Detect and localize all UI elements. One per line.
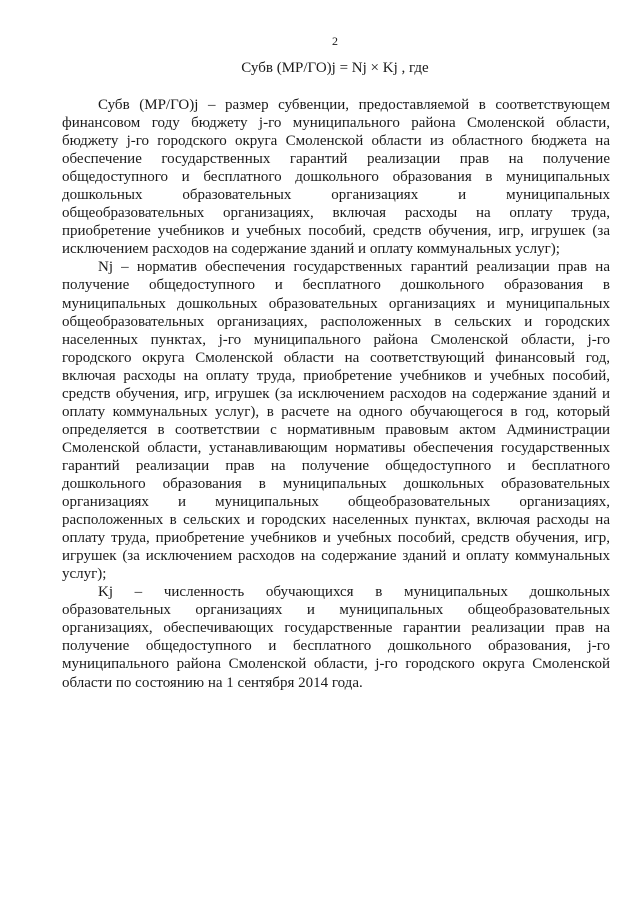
definition-subvention-paragraph: Субв (МР/ГО)j – размер субвенции, предоставляемой в соответствующем финансовом году бюджету j-го муниципального района Смоленской области, бюджету j-го городского округа Смоленской области из областного бюджета на обеспечение государственных гарантий реализации прав на получение общедоступного и бесплатного дошкольного образования в муниципальных дошкольных образовательных организациях и муниципальных общеобразовательных организациях, включая расходы на оплату труда, приобретение учебников и учебных пособий, средств обучения, игр, игрушек (за исключением расходов на содержание зданий и оплату коммунальных услуг); (62, 97, 610, 258)
definition-norm-paragraph: Nj – норматив обеспечения государственных гарантий реализации прав на получение общедоступного и бесплатного дошкольного образования в муниципальных дошкольных образовательных организациях и муниципальных общеобразовательных организациях, расположенных в сельских и городских населенных пунктах, j-го муниципального района Смоленской области, j-го городского округа Смоленской области на соответствующий финансовый год, включая расходы на оплату труда, приобретение учебников и учебных пособий, средств обучения, игр, игрушек (за исключением расходов на содержание зданий и оплату коммунальных услуг), в расчете на одного обучающегося в год, который определяется в соответствии с нормативным правовым актом Администрации Смоленской области, устанавливающим нормативы обеспечения государственных гарантий реализации прав на получение общедоступного и бесплатного дошкольного образования в муниципальных дошкольных образовательных организациях и муниципальных общеобразовательных организациях, расположенных в сельских и городских населенных пунктах, включая расходы на оплату труда, приобретение учебников и учебных пособий, средств обучения, игр, игрушек (за исключением расходов на содержание зданий и оплату коммунальных услуг); (62, 259, 610, 583)
definition-count-paragraph: Kj – численность обучающихся в муниципальных дошкольных образовательных организациях и муниципальных общеобразовательных организациях, обеспечивающих государственные гарантии реализации прав на получение общедоступного и бесплатного дошкольного образования, j-го муниципального района Смоленской области, j-го городского округа Смоленской области по состоянию на 1 сентября 2014 года. (62, 584, 610, 691)
page-number: 2 (332, 34, 338, 48)
subvention-formula: Субв (МР/ГО)j = Nj × Kj , где (241, 60, 429, 76)
document-body (62, 96, 610, 692)
